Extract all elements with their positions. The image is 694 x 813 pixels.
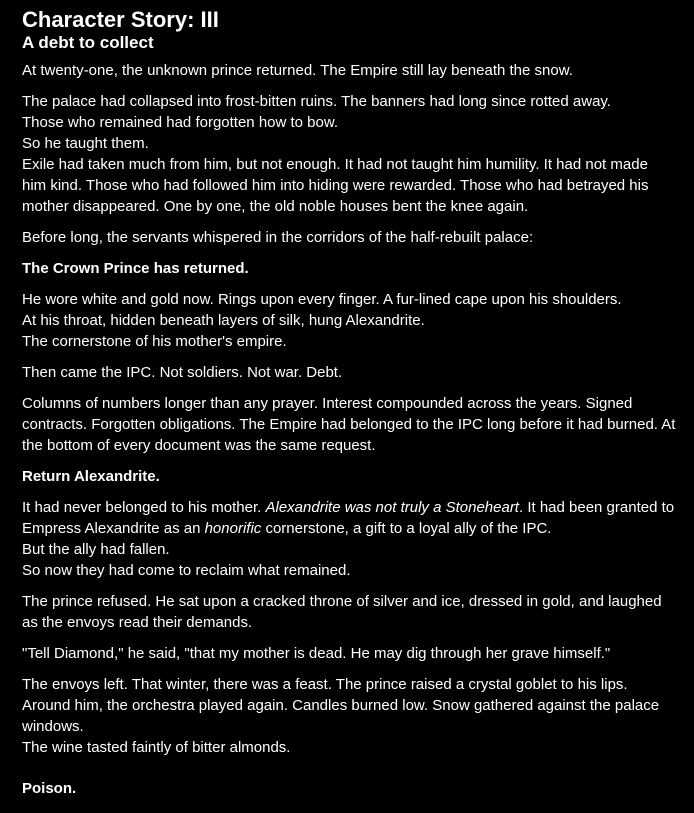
story-paragraph-1: At twenty-one, the unknown prince returned. The Empire still lay beneath the snow. — [22, 62, 573, 79]
p9-italic-stoneheart: Alexandrite was not truly a Stoneheart — [265, 499, 519, 516]
p9-italic-honorific: honorific — [204, 520, 262, 537]
story-bold-line-poison: Poison. — [22, 780, 77, 797]
story-bold-line-return-alexandrite: Return Alexandrite. — [22, 468, 160, 485]
page-subtitle: A debt to collect — [22, 33, 154, 52]
story-paragraph-7: Columns of numbers longer than any prayer. Interest compounded across the years. Signed contracts. Forgotten obligations. The Empire had belonged to the IPC long before it had burned. At the bottom of every document was the same request. — [22, 395, 676, 454]
story-bold-line-crown-prince: The Crown Prince has returned. — [22, 260, 249, 277]
story-paragraph-11: "Tell Diamond," he said, "that my mother is dead. He may dig through her grave himself." — [22, 645, 611, 662]
story-paragraph-5: He wore white and gold now. Rings upon every finger. A fur-lined cape upon his shoulders. At his throat, hidden beneath layers of silk, hung Alexandrite. The cornerstone of his mother's empire. — [22, 291, 622, 350]
story-paragraph-10: The prince refused. He sat upon a cracked throne of silver and ice, dressed in gold, and laughed as the envoys read their demands. — [22, 593, 662, 631]
story-paragraph-12: The envoys left. That winter, there was a feast. The prince raised a crystal goblet to his lips. Around him, the orchestra played again. Candles burned low. Snow gathered against the palace windows. The wine tasted faintly of bitter almonds. — [22, 676, 660, 756]
p9-text-a: It had never belonged to his mother. — [22, 499, 266, 516]
story-paragraph-2: The palace had collapsed into frost-bitten ruins. The banners had long since rotted away. Those who remained had forgotten how to bow. So he taught them. Exile had taken much from him, but not enough. It had not taught him humility. It had not made him kind. Those who had followed him into hiding were rewarded. Those who had betrayed his mother disappeared. One by one, the old noble houses bent the knee again. — [22, 93, 649, 215]
story-paragraph-3: Before long, the servants whispered in the corridors of the half-rebuilt palace: — [22, 229, 534, 246]
p9-text-e: cornerstone, a gift to a loyal ally of the IPC. But the ally had fallen. So now they had come to reclaim what remained. — [22, 520, 552, 579]
story-paragraph-6: Then came the IPC. Not soldiers. Not war. Debt. — [22, 364, 343, 381]
page-title: Character Story: III — [22, 7, 219, 32]
p9-text-c: . It had been granted to Empress Alexandrite as an — [22, 499, 675, 537]
story-paragraph-9 — [22, 497, 676, 581]
